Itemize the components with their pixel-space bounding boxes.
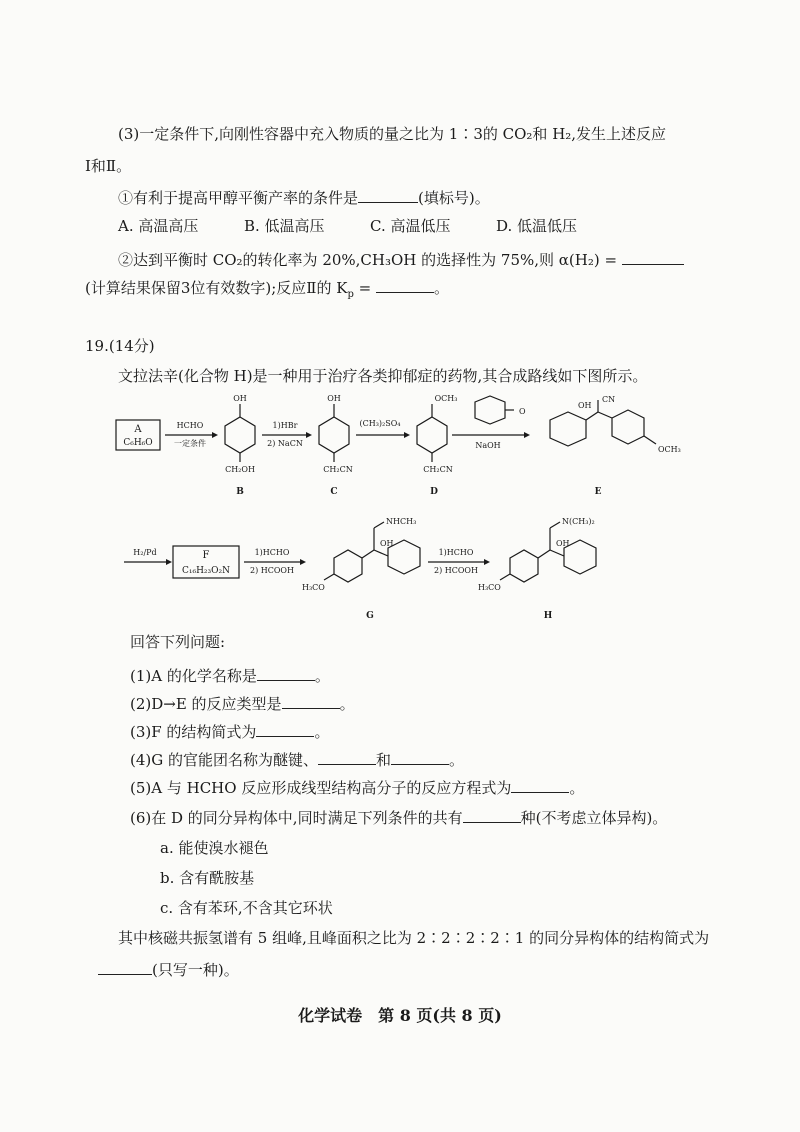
kp-equals: = bbox=[353, 279, 372, 297]
part3-q1 bbox=[118, 186, 490, 208]
option-c[interactable]: C. 高温低压 bbox=[370, 217, 451, 235]
answer-blank[interactable] bbox=[622, 248, 684, 265]
compound-h-label: H bbox=[543, 611, 553, 621]
c-oh: OH bbox=[327, 394, 341, 403]
arrow-f-to-g bbox=[244, 548, 306, 575]
q19-intro: 文拉法辛(化合物 H)是一种用于治疗各类抑郁症的药物,其合成路线如下图所示。 bbox=[118, 367, 648, 385]
subq-1 bbox=[130, 664, 330, 686]
compound-b-structure bbox=[225, 394, 255, 497]
h-oh: OH bbox=[556, 539, 570, 548]
g-nhch3: NHCH₃ bbox=[386, 517, 417, 526]
reagent-hcho-g: 1)HCHO bbox=[438, 548, 474, 557]
reagent-hcooh-g: 2) HCOOH bbox=[434, 566, 478, 575]
condition-c: c. 含有苯环,不含其它环状 bbox=[160, 899, 333, 917]
e-oh: OH bbox=[578, 401, 592, 410]
compound-d-structure bbox=[417, 394, 457, 497]
arrow-c-to-d bbox=[356, 419, 410, 438]
compound-f-formula: C₁₆H₂₃O₂N bbox=[181, 566, 231, 576]
subq-4-end: 。 bbox=[449, 751, 465, 769]
answer-blank[interactable] bbox=[318, 748, 376, 765]
answer-blank[interactable] bbox=[391, 748, 449, 765]
cyclohexanone-o: O bbox=[519, 407, 526, 416]
h-h3co: H₃CO bbox=[478, 583, 501, 592]
h-nme2: N(CH₃)₂ bbox=[562, 517, 595, 526]
answer-intro: 回答下列问题: bbox=[130, 633, 226, 651]
reagent-hbr: 1)HBr bbox=[272, 421, 298, 430]
g-h3co: H₃CO bbox=[302, 583, 325, 592]
answer-blank[interactable] bbox=[511, 776, 569, 793]
subq-5-end: 。 bbox=[569, 779, 585, 797]
subq-1-end: 。 bbox=[314, 667, 330, 685]
compound-g-structure bbox=[302, 517, 420, 621]
compound-h-structure bbox=[478, 517, 596, 621]
reagent-hcho: HCHO bbox=[176, 421, 204, 430]
compound-b-label: B bbox=[236, 487, 244, 497]
arrow-e-to-f bbox=[124, 548, 172, 565]
arrow-a-to-b bbox=[165, 421, 218, 448]
compound-f-label: F bbox=[202, 550, 210, 561]
e-och3: OCH₃ bbox=[658, 445, 681, 454]
compound-a-label: A bbox=[134, 424, 142, 435]
subq-3-end: 。 bbox=[314, 723, 330, 741]
part3-intro-line1: (3)一定条件下,向刚性容器中充入物质的量之比为 1∶3的 CO₂和 H₂,发生上述反应 bbox=[118, 125, 667, 143]
page-footer: 化学试卷 第 8 页(共 8 页) bbox=[298, 1006, 502, 1025]
arrow-d-to-e bbox=[452, 396, 530, 450]
part3-q2-end: 。 bbox=[434, 279, 450, 297]
part3-q2-line1 bbox=[118, 248, 684, 270]
reagent-naoh: NaOH bbox=[475, 441, 501, 450]
subq-4 bbox=[130, 748, 464, 770]
subq-4-mid: 和 bbox=[376, 751, 392, 769]
nmr-line2-text: (只写一种)。 bbox=[152, 961, 239, 979]
answer-blank[interactable] bbox=[256, 720, 314, 737]
nmr-line1: 其中核磁共振氢谱有 5 组峰,且峰面积之比为 2∶2∶2∶2∶1 的同分异构体的结构简式为 bbox=[118, 929, 710, 947]
subq-1-text: (1)A 的化学名称是 bbox=[130, 667, 257, 685]
answer-blank[interactable] bbox=[98, 958, 152, 975]
c-ch2cn: CH₂CN bbox=[323, 465, 353, 474]
d-ch2cn: CH₂CN bbox=[423, 465, 453, 474]
reagent-nacn: 2) NaCN bbox=[267, 439, 303, 448]
synthesis-scheme bbox=[0, 390, 800, 630]
compound-a-box bbox=[116, 420, 160, 450]
arrow-b-to-c bbox=[262, 421, 312, 448]
compound-e-structure bbox=[550, 395, 681, 497]
answer-blank[interactable] bbox=[282, 692, 340, 709]
answer-blank[interactable] bbox=[463, 806, 521, 823]
subq-5 bbox=[130, 776, 584, 798]
part3-q1-text: ①有利于提高甲醇平衡产率的条件是 bbox=[118, 189, 359, 207]
reagent-h2-pd: H₂/Pd bbox=[133, 548, 157, 557]
subq-3-text: (3)F 的结构简式为 bbox=[130, 723, 257, 741]
g-oh: OH bbox=[380, 539, 394, 548]
d-och3: OCH₃ bbox=[434, 394, 458, 403]
compound-e-label: E bbox=[594, 487, 602, 497]
subq-2 bbox=[130, 692, 355, 714]
reagent-hcooh-f: 2) HCOOH bbox=[250, 566, 294, 575]
subq-6 bbox=[130, 806, 667, 828]
part3-q1-hint: (填标号)。 bbox=[418, 189, 490, 207]
compound-c-structure bbox=[319, 394, 353, 497]
part3-q2-line2 bbox=[85, 276, 449, 305]
condition-a: a. 能使溴水褪色 bbox=[160, 839, 269, 857]
b-ch2oh: CH₂OH bbox=[225, 465, 255, 474]
reagent-hcho-f: 1)HCHO bbox=[254, 548, 290, 557]
q19-header: 19.(14分) bbox=[85, 337, 155, 355]
option-b[interactable]: B. 低温高压 bbox=[244, 217, 325, 235]
reagent-dimethyl-sulfate: (CH₃)₂SO₄ bbox=[359, 419, 401, 428]
b-oh: OH bbox=[233, 394, 247, 403]
answer-blank[interactable] bbox=[376, 276, 434, 293]
subq-2-text: (2)D→E 的反应类型是 bbox=[130, 695, 282, 713]
option-a[interactable]: A. 高温高压 bbox=[118, 217, 199, 235]
answer-blank[interactable] bbox=[358, 186, 418, 203]
subq-5-text: (5)A 与 HCHO 反应形成线型结构高分子的反应方程式为 bbox=[130, 779, 512, 797]
part3-options bbox=[118, 216, 577, 236]
part3-q2-line2-text: (计算结果保留3位有效数字);反应Ⅱ的 K bbox=[85, 279, 348, 297]
subq-3 bbox=[130, 720, 329, 742]
compound-c-label: C bbox=[330, 487, 338, 497]
compound-d-label: D bbox=[430, 487, 438, 497]
option-d[interactable]: D. 低温低压 bbox=[496, 217, 578, 235]
arrow-g-to-h bbox=[428, 548, 490, 575]
part3-q2-text: ②达到平衡时 CO₂的转化率为 20%,CH₃OH 的选择性为 75%,则 α(H₂) = bbox=[118, 251, 618, 269]
part3-intro-line2: Ⅰ和Ⅱ。 bbox=[85, 157, 132, 175]
compound-g-label: G bbox=[366, 611, 374, 621]
compound-a-formula: C₆H₆O bbox=[123, 438, 153, 448]
subq-6-end: 种(不考虑立体异构)。 bbox=[520, 809, 668, 827]
subq-2-end: 。 bbox=[339, 695, 355, 713]
kp-subscript: p bbox=[347, 289, 354, 300]
subq-4-text: (4)G 的官能团名称为醚键、 bbox=[130, 751, 318, 769]
nmr-line2 bbox=[98, 958, 239, 980]
answer-blank[interactable] bbox=[257, 664, 315, 681]
condition-b: b. 含有酰胺基 bbox=[160, 869, 255, 887]
e-cn: CN bbox=[602, 395, 616, 404]
condition-general: 一定条件 bbox=[174, 439, 206, 448]
compound-f-box bbox=[173, 546, 239, 578]
subq-6-text: (6)在 D 的同分异构体中,同时满足下列条件的共有 bbox=[130, 809, 463, 827]
